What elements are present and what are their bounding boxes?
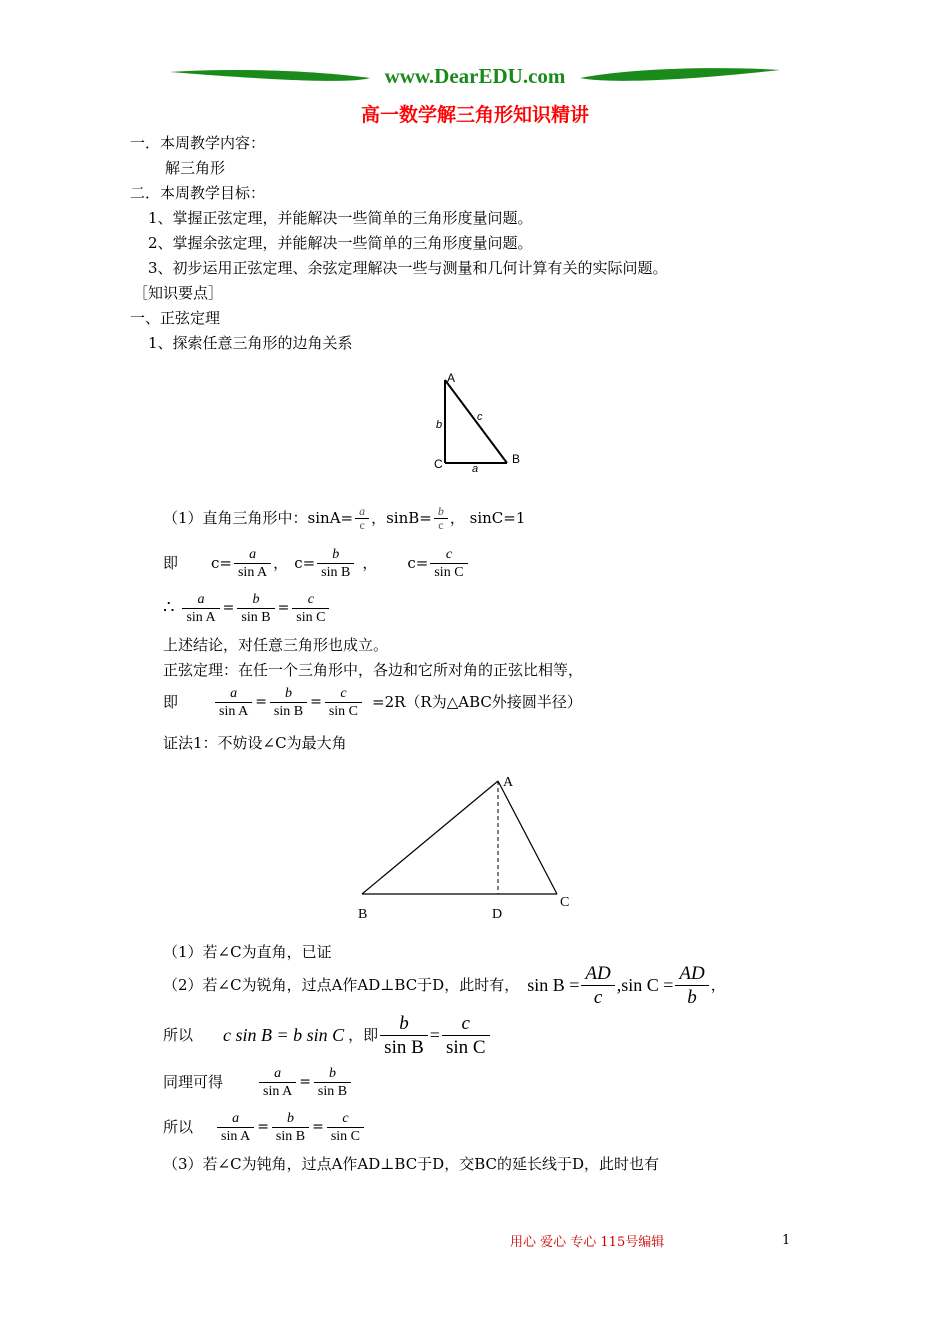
comma-2: ，: [362, 554, 378, 572]
therefore-symbol: ∴: [163, 597, 175, 618]
case-3: （3）若∠C为钝角，过点A作AD⊥BC于D，交BC的延长线于D，此时也有: [163, 1155, 659, 1173]
right-triangle-relations: [163, 498, 525, 538]
sine-law-sub: 1、探索任意三角形的边角关系: [148, 334, 353, 352]
fraction-a-over-sinA: $\frac{a}{\text{sin A}}$: [234, 546, 271, 581]
therefore-line-2: [163, 1105, 366, 1149]
ji-label-2: 即: [163, 693, 179, 711]
eq-6: =: [299, 1074, 311, 1090]
comma-1: ，: [273, 554, 289, 572]
fig1-label-a: a: [472, 463, 479, 473]
fig2-label-A: A: [503, 775, 514, 790]
ji-label: 即: [163, 554, 179, 572]
equals-2R-note: =2R（R为△ABC外接圆半径）: [372, 693, 582, 711]
section-1-content: 解三角形: [165, 159, 226, 177]
frac3-b-sinB: $\frac{b}{\text{sin B}}$: [314, 1065, 351, 1100]
frac-c-sinC: $\frac{c}{\text{sin C}}$: [292, 591, 329, 626]
eq-8: =: [312, 1119, 324, 1135]
site-url: www.DearEDU.com: [384, 64, 566, 88]
sine-law-heading: 一、正弦定理: [130, 309, 221, 327]
frac-AD-b: $\frac{AD}{b}$: [675, 962, 708, 1009]
fig2-label-C: C: [560, 895, 570, 910]
goal-2: 2、掌握余弦定理，并能解决一些简单的三角形度量问题。: [148, 234, 533, 252]
case-1: （1）若∠C为直角，已证: [163, 943, 332, 961]
fig1-label-c: c: [477, 411, 483, 423]
fig1-label-B: B: [512, 452, 521, 466]
right-triangle-figure: [430, 368, 530, 473]
relation-text-3: ， sinC=1: [449, 509, 526, 527]
fraction-c-over-sinC: $\frac{c}{\text{sin C}}$: [430, 546, 467, 581]
frac-c-sinC-big: $\frac{c}{\text{sin C}}$: [442, 1012, 490, 1059]
conclusion-line: 上述结论，对任意三角形也成立。: [163, 636, 389, 654]
goal-3: 3、初步运用正弦定理、余弦定理解决一些与测量和几何计算有关的实际问题。: [148, 259, 668, 277]
relation-text-2: ，sinB=: [371, 509, 432, 527]
section-2-heading: 二．本周教学目标：: [130, 184, 266, 202]
triangle-abc-figure: [350, 766, 590, 926]
frac3-a-sinA: $\frac{a}{\text{sin A}}$: [259, 1065, 296, 1100]
suoyi-label-2: 所以: [163, 1118, 194, 1136]
suoyi-label: 所以: [163, 1026, 194, 1044]
sinB-eq: sin B =: [527, 975, 580, 995]
fig1-label-C: C: [434, 457, 443, 471]
eq-7: =: [257, 1119, 269, 1135]
sinC-eq: ,sin C =: [616, 975, 674, 995]
similarly-line: [163, 1060, 353, 1104]
c-eq-1: c=: [211, 554, 232, 572]
frac4-b-sinB: $\frac{b}{\text{sin B}}$: [272, 1110, 309, 1145]
fig2-label-B: B: [358, 907, 368, 922]
frac-a-sinA: $\frac{a}{\text{sin A}}$: [182, 591, 219, 626]
eq-5: =: [429, 1025, 440, 1045]
section-1-heading: 一．本周教学内容：: [130, 134, 266, 152]
case-2-text: （2）若∠C为锐角，过点A作AD⊥BC于D，此时有，: [163, 976, 520, 994]
c-expressions: [163, 541, 470, 585]
frac4-a-sinA: $\frac{a}{\text{sin A}}$: [217, 1110, 254, 1145]
header-banner: [170, 62, 780, 92]
sine-law-equation: [163, 680, 582, 724]
fraction-b-over-sinB: $\frac{b}{\text{sin B}}$: [317, 546, 354, 581]
frac-b-sinB-big: $\frac{b}{\text{sin B}}$: [380, 1012, 428, 1059]
page-title: 高一数学解三角形知识精讲: [360, 104, 589, 126]
csinB-eq-bsinC: c sin B = b sin C: [223, 1025, 345, 1045]
c-eq-2: c=: [294, 554, 316, 572]
fig2-label-D: D: [492, 907, 503, 922]
frac-AD-c: $\frac{AD}{c}$: [581, 962, 614, 1009]
page-number: 1: [782, 1233, 791, 1248]
fig1-label-b: b: [436, 419, 443, 431]
fig1-label-A: A: [447, 371, 456, 385]
case-2-derivation: [163, 1010, 492, 1060]
c-eq-3: c=: [407, 554, 429, 572]
knowledge-heading: ［知识要点］: [133, 284, 224, 302]
ji-label-3: ，即: [348, 1026, 379, 1044]
relation-text-1: （1）直角三角形中：sinA=: [163, 509, 354, 527]
fraction-a-over-c: $\frac{a}{c}$: [355, 505, 369, 532]
similarly-label: 同理可得: [163, 1073, 224, 1091]
proof-1-heading: 证法1：不妨设∠C为最大角: [163, 734, 347, 752]
frac2-c-sinC: $\frac{c}{\text{sin C}}$: [325, 685, 362, 720]
eq-4: =: [310, 694, 322, 710]
fraction-b-over-c: $\frac{b}{c}$: [434, 505, 448, 532]
therefore-equation: [163, 586, 331, 630]
eq-1: =: [222, 600, 235, 616]
footer-text: 用心 爱心 专心 115号编辑: [510, 1235, 665, 1250]
frac-b-sinB: $\frac{b}{\text{sin B}}$: [237, 591, 274, 626]
comma-3: ，: [710, 976, 726, 994]
eq-2: =: [277, 600, 290, 616]
frac2-a-sinA: $\frac{a}{\text{sin A}}$: [215, 685, 252, 720]
frac4-c-sinC: $\frac{c}{\text{sin C}}$: [327, 1110, 364, 1145]
eq-3: =: [255, 694, 267, 710]
frac2-b-sinB: $\frac{b}{\text{sin B}}$: [270, 685, 307, 720]
sine-law-statement: 正弦定理：在任一个三角形中，各边和它所对角的正弦比相等，: [163, 661, 584, 679]
case-2: [163, 960, 726, 1010]
goal-1: 1、掌握正弦定理，并能解决一些简单的三角形度量问题。: [148, 209, 533, 227]
